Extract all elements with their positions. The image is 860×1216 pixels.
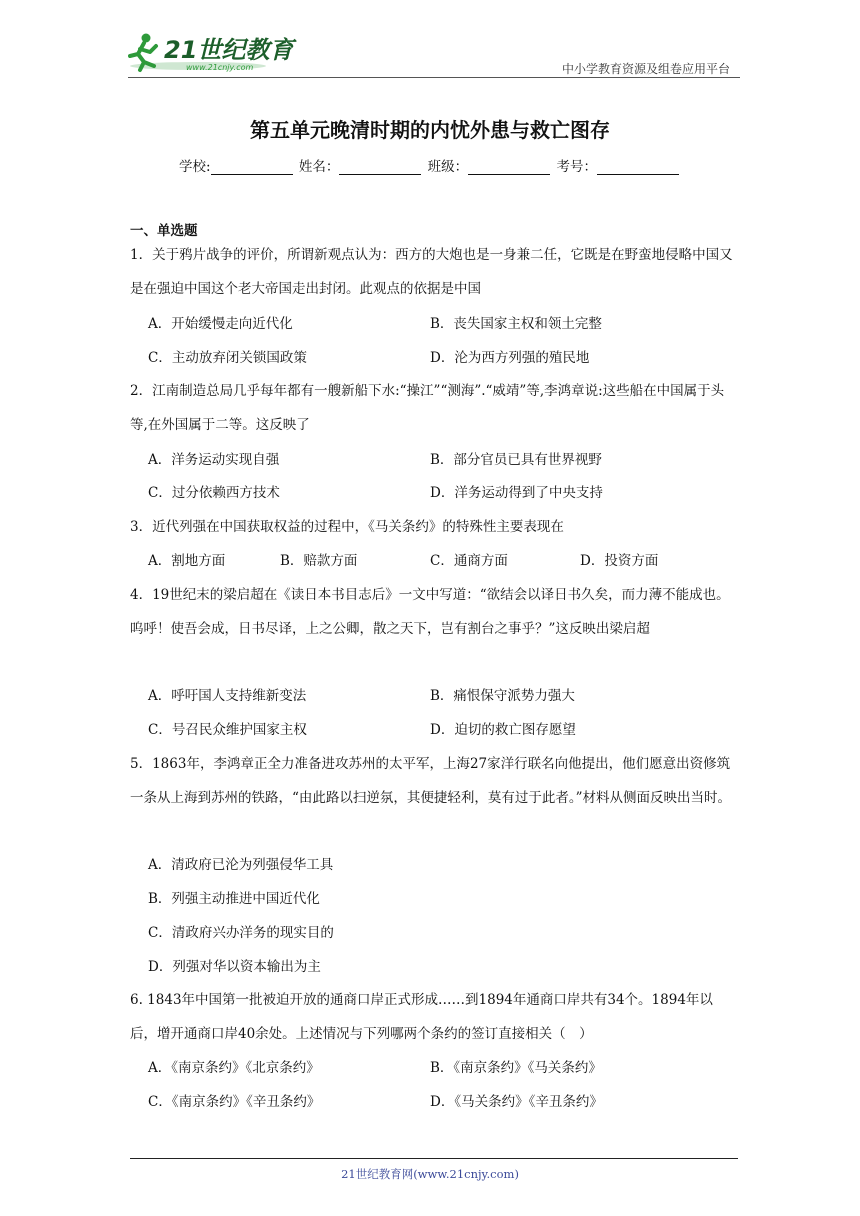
page-title: 第五单元晚清时期的内忧外患与救亡图存 <box>250 118 610 142</box>
question-1-stem: 1．关于鸦片战争的评价，所谓新观点认为：西方的大炮也是一身兼二任，它既是在野蛮地侵略中国又是在强迫中国这个老大帝国走出封闭。此观点的依据是中国 <box>130 247 733 297</box>
q3-option-c: C．通商方面 <box>430 553 508 569</box>
footer-link[interactable]: 21世纪教育网(www.21cnjy.com) <box>341 1167 519 1181</box>
q4-option-c: C．号召民众维护国家主权 <box>148 722 307 738</box>
q6-option-a: A．《南京条约》《北京条约》 <box>148 1060 320 1076</box>
question-2-stem: 2．江南制造总局几乎每年都有一艘新船下水:“操江”“测海”.“威靖”等,李鸿章说:这些船在中国属于头等,在外国属于二等。这反映了 <box>130 383 725 433</box>
q1-option-b: B．丧失国家主权和领土完整 <box>430 316 602 332</box>
footer-divider <box>130 1158 738 1159</box>
platform-name: 中小学教育资源及组卷应用平台 <box>561 62 730 76</box>
q4-option-a: A．呼吁国人支持维新变法 <box>148 688 307 704</box>
q3-option-d: D．投资方面 <box>580 553 659 569</box>
q6-option-d: D．《马关条约》《辛丑条约》 <box>430 1094 603 1110</box>
q6-option-b: B．《南京条约》《马关条约》 <box>430 1060 602 1076</box>
question-4-stem: 4．19世纪末的梁启超在《读日本书目志后》一文中写道：“欲结会以译日书久矣，而力薄不能成也。呜呼！使吾会成，日书尽译，上之公卿，散之天下，岂有割台之事乎？”这反映出梁启超 <box>130 587 730 637</box>
student-info-line <box>0 155 860 175</box>
question-3-stem: 3．近代列强在中国获取权益的过程中，《马关条约》的特殊性主要表现在 <box>130 519 564 535</box>
site-logo <box>128 30 298 76</box>
q4-option-d: D．迫切的救亡图存愿望 <box>430 722 576 738</box>
logo-text: 21世纪教育 <box>164 36 294 64</box>
q2-option-b: B．部分官员已具有世界视野 <box>430 452 602 468</box>
q5-option-b: B．列强主动推进中国近代化 <box>148 891 320 907</box>
q6-option-c: C．《南京条约》《辛丑条约》 <box>148 1094 321 1110</box>
q4-option-b: B．痛恨保守派势力强大 <box>430 688 575 704</box>
logo-url: www.21cnjy.com <box>186 63 254 72</box>
name-blank[interactable] <box>339 160 421 175</box>
page-header <box>128 30 740 78</box>
q1-option-d: D．沦为西方列强的殖民地 <box>430 350 590 366</box>
runner-logo-icon <box>128 30 298 76</box>
section-heading: 一、单选题 <box>130 223 198 239</box>
q2-option-a: A．洋务运动实现自强 <box>148 452 280 468</box>
exam-no-blank[interactable] <box>597 160 679 175</box>
question-6-stem: 6. 1843年中国第一批被迫开放的通商口岸正式形成……到1894年通商口岸共有34个。1894年以后，增开通商口岸40余处。上述情况与下列哪两个条约的签订直接相关（ ） <box>130 992 713 1042</box>
header-divider <box>128 77 740 78</box>
q2-option-c: C．过分依赖西方技术 <box>148 485 280 501</box>
school-label: 学校: <box>179 159 211 175</box>
class-label: 班级： <box>427 159 469 175</box>
exam-no-label: 考号： <box>556 159 597 175</box>
class-blank[interactable] <box>468 160 550 175</box>
q5-option-c: C．清政府兴办洋务的现实目的 <box>148 925 334 941</box>
q1-option-a: A．开始缓慢走向近代化 <box>148 316 293 332</box>
q5-option-a: A．清政府已沦为列强侵华工具 <box>148 857 334 873</box>
q3-option-a: A．割地方面 <box>148 553 226 569</box>
q5-option-d: D．列强对华以资本输出为主 <box>148 959 321 975</box>
school-blank[interactable] <box>211 160 293 175</box>
name-label: 姓名： <box>298 159 340 175</box>
q3-option-b: B．赔款方面 <box>280 553 358 569</box>
q2-option-d: D．洋务运动得到了中央支持 <box>430 485 603 501</box>
question-5-stem: 5．1863年，李鸿章正全力准备进攻苏州的太平军，上海27家洋行联名向他提出，他们愿意出资修筑一条从上海到苏州的铁路，“由此路以扫逆氛，其便捷轻利，莫有过于此者。”材料从侧面反映出当时。 <box>130 756 732 806</box>
q1-option-c: C．主动放弃闭关锁国政策 <box>148 350 307 366</box>
